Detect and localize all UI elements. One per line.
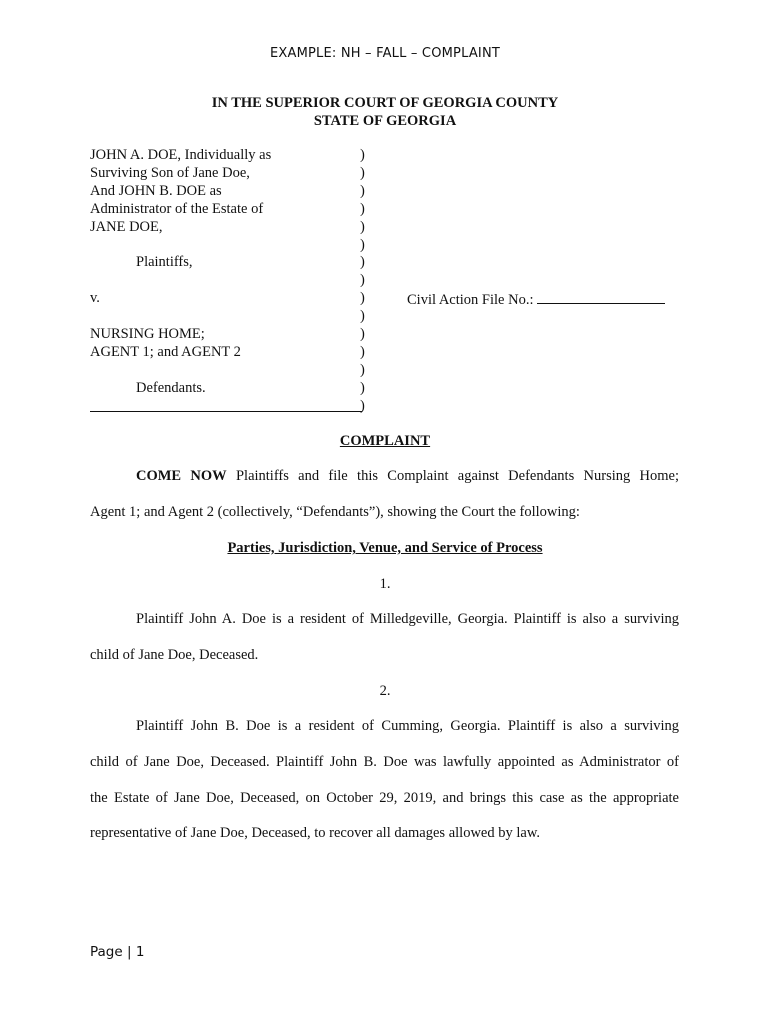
paragraph-line: child of Jane Doe, Deceased. Plaintiff John B. Doe was lawfully appointed as Administrator of [90,753,679,770]
intro-line-1 [90,459,679,495]
plaintiff-line: JANE DOE, [90,218,163,235]
plaintiff-line: And JOHN B. DOE as [90,182,222,199]
paragraph-line: Plaintiff John A. Doe is a resident of Milledgeville, Georgia. Plaintiff is also a surviving [136,611,679,627]
intro-line-2: Agent 1; and Agent 2 (collectively, “Defendants”), showing the Court the following: [90,503,580,520]
civil-action-label: Civil Action File No.: [407,292,538,308]
paren: ) [360,254,365,271]
paragraph-line: representative of Jane Doe, Deceased, to recover all damages allowed by law. [90,825,540,842]
page-footer: Page | 1 [90,944,145,960]
paren: ) [360,290,365,307]
court-state: STATE OF GEORGIA [313,113,457,129]
court-name: IN THE SUPERIOR COURT OF GEORGIA COUNTY [211,95,559,111]
plaintiffs-label: Plaintiffs, [136,254,193,271]
plaintiff-line: Administrator of the Estate of [90,200,264,217]
complaint-title: COMPLAINT [339,433,431,449]
paragraph-number: 2. [379,683,391,699]
caption-underline [90,411,362,412]
intro-paragraph [90,459,679,531]
paren: ) [360,326,365,343]
paragraph-line: the Estate of Jane Doe, Deceased, on October 29, 2019, and brings this case as the appropriate [90,789,679,806]
court-heading [0,94,770,130]
paragraph-2 [90,709,679,852]
paragraph-number: 1. [379,576,391,592]
paren: ) [360,218,365,235]
paren: ) [360,236,365,253]
paragraph-line: Plaintiff John B. Doe is a resident of Cumming, Georgia. Plaintiff is also a surviving [136,718,679,734]
intro-text: Plaintiffs and file this Complaint against Defendants Nursing Home; [226,468,680,484]
civil-action-blank [537,290,665,304]
caption-parentheses [360,147,365,416]
paren: ) [360,272,365,289]
paren: ) [360,147,365,163]
defendants-label: Defendants. [136,379,206,396]
paren: ) [360,308,365,325]
paren: ) [360,164,365,181]
case-caption-parties [90,147,370,398]
intro-bold: COME NOW [136,468,227,484]
plaintiff-line: Surviving Son of Jane Doe, [90,164,250,181]
paren: ) [360,379,365,396]
versus-label: v. [90,290,100,307]
paren: ) [360,182,365,199]
page-header: EXAMPLE: NH – FALL – COMPLAINT [269,46,501,61]
paren: ) [360,343,365,360]
defendant-line: NURSING HOME; [90,326,205,343]
paren: ) [360,361,365,378]
paren: ) [360,200,365,217]
defendant-line: AGENT 1; and AGENT 2 [90,343,241,360]
civil-action-file-no [407,290,665,309]
paren: ) [360,397,365,414]
paragraph-1 [90,602,679,674]
paragraph-line: child of Jane Doe, Deceased. [90,646,259,663]
plaintiff-line: JOHN A. DOE, Individually as [90,147,272,163]
section-heading: Parties, Jurisdiction, Venue, and Service of Process [227,540,543,556]
